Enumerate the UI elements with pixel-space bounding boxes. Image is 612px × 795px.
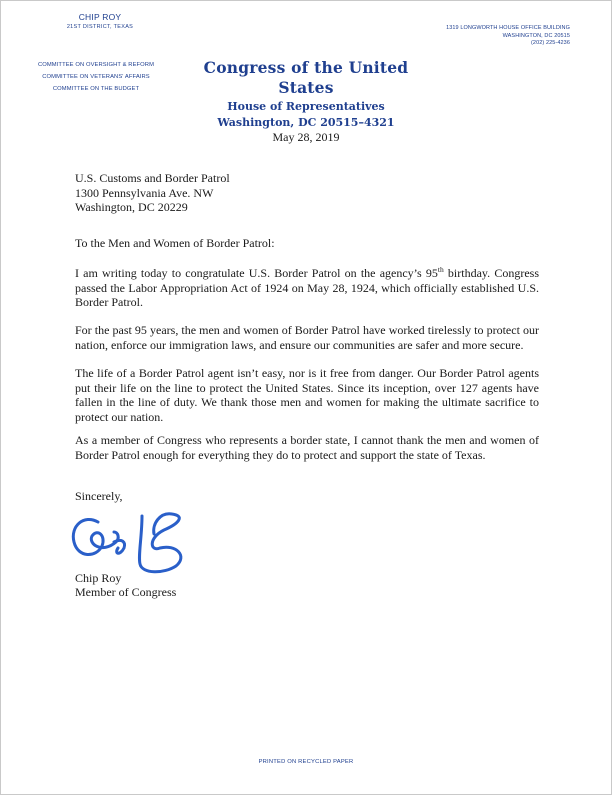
salutation: To the Men and Women of Border Patrol:	[75, 236, 275, 250]
committee-item: COMMITTEE ON OVERSIGHT & REFORM	[37, 62, 155, 68]
paragraph-1-text-b: birthday. Congress passed the Labor Appropriation Act of 1924 on May 28, 1924, which officially established U.S. Border Patrol.	[75, 266, 539, 309]
paragraph-1	[75, 266, 539, 310]
signer-title: Member of Congress	[75, 585, 177, 599]
recipient-address	[75, 171, 230, 215]
congress-title: Congress of the United States	[203, 58, 409, 97]
office-address-line: WASHINGTON, DC 20515	[502, 32, 570, 39]
office-address-line: 1319 LONGWORTH HOUSE OFFICE BUILDING	[446, 25, 570, 31]
office-phone: (202) 225-4236	[530, 40, 570, 47]
recycled-paper-footer: PRINTED ON RECYCLED PAPER	[258, 759, 354, 765]
member-district: 21ST DISTRICT, TEXAS	[66, 24, 134, 30]
handwritten-signature	[68, 508, 198, 580]
paragraph-4: As a member of Congress who represents a border state, I cannot thank the men and women of Border Patrol enough for everything they do to protect and support the state of Texas.	[75, 433, 539, 462]
committee-item: COMMITTEE ON VETERANS' AFFAIRS	[42, 74, 150, 80]
recipient-line: 1300 Pennsylvania Ave. NW	[75, 185, 214, 200]
recipient-line: Washington, DC 20229	[75, 200, 188, 214]
house-title: House of Representatives	[227, 100, 385, 113]
committee-list	[16, 59, 176, 95]
committee-item: COMMITTEE ON THE BUDGET	[52, 86, 140, 92]
office-address	[420, 25, 570, 48]
paragraph-3: The life of a Border Patrol agent isn’t easy, nor is it free from danger. Our Border Patrol agents put their life on the line to protect the United States. Since its inception, over 127 agents have fallen in the line of duty. We thank those men and women for making the ultimate sacrifice to protect our nation.	[75, 366, 539, 424]
letter-date: May 28, 2019	[272, 130, 340, 144]
member-name: CHIP ROY	[78, 12, 122, 22]
recipient-line: U.S. Customs and Border Patrol	[75, 171, 230, 185]
letterhead-title	[180, 58, 432, 131]
closing: Sincerely,	[75, 489, 123, 503]
city-zip: Washington, DC 20515–4321	[217, 116, 395, 129]
paragraph-1-text-a: I am writing today to congratulate U.S. Border Patrol on the agency’s 95	[75, 266, 438, 280]
ordinal-suffix: th	[437, 265, 444, 274]
signer-name: Chip Roy	[75, 571, 122, 585]
paragraph-2: For the past 95 years, the men and women of Border Patrol have worked tirelessly to protect our nation, enforce our immigration laws, and ensure our communities are safer and more secure.	[75, 323, 539, 352]
